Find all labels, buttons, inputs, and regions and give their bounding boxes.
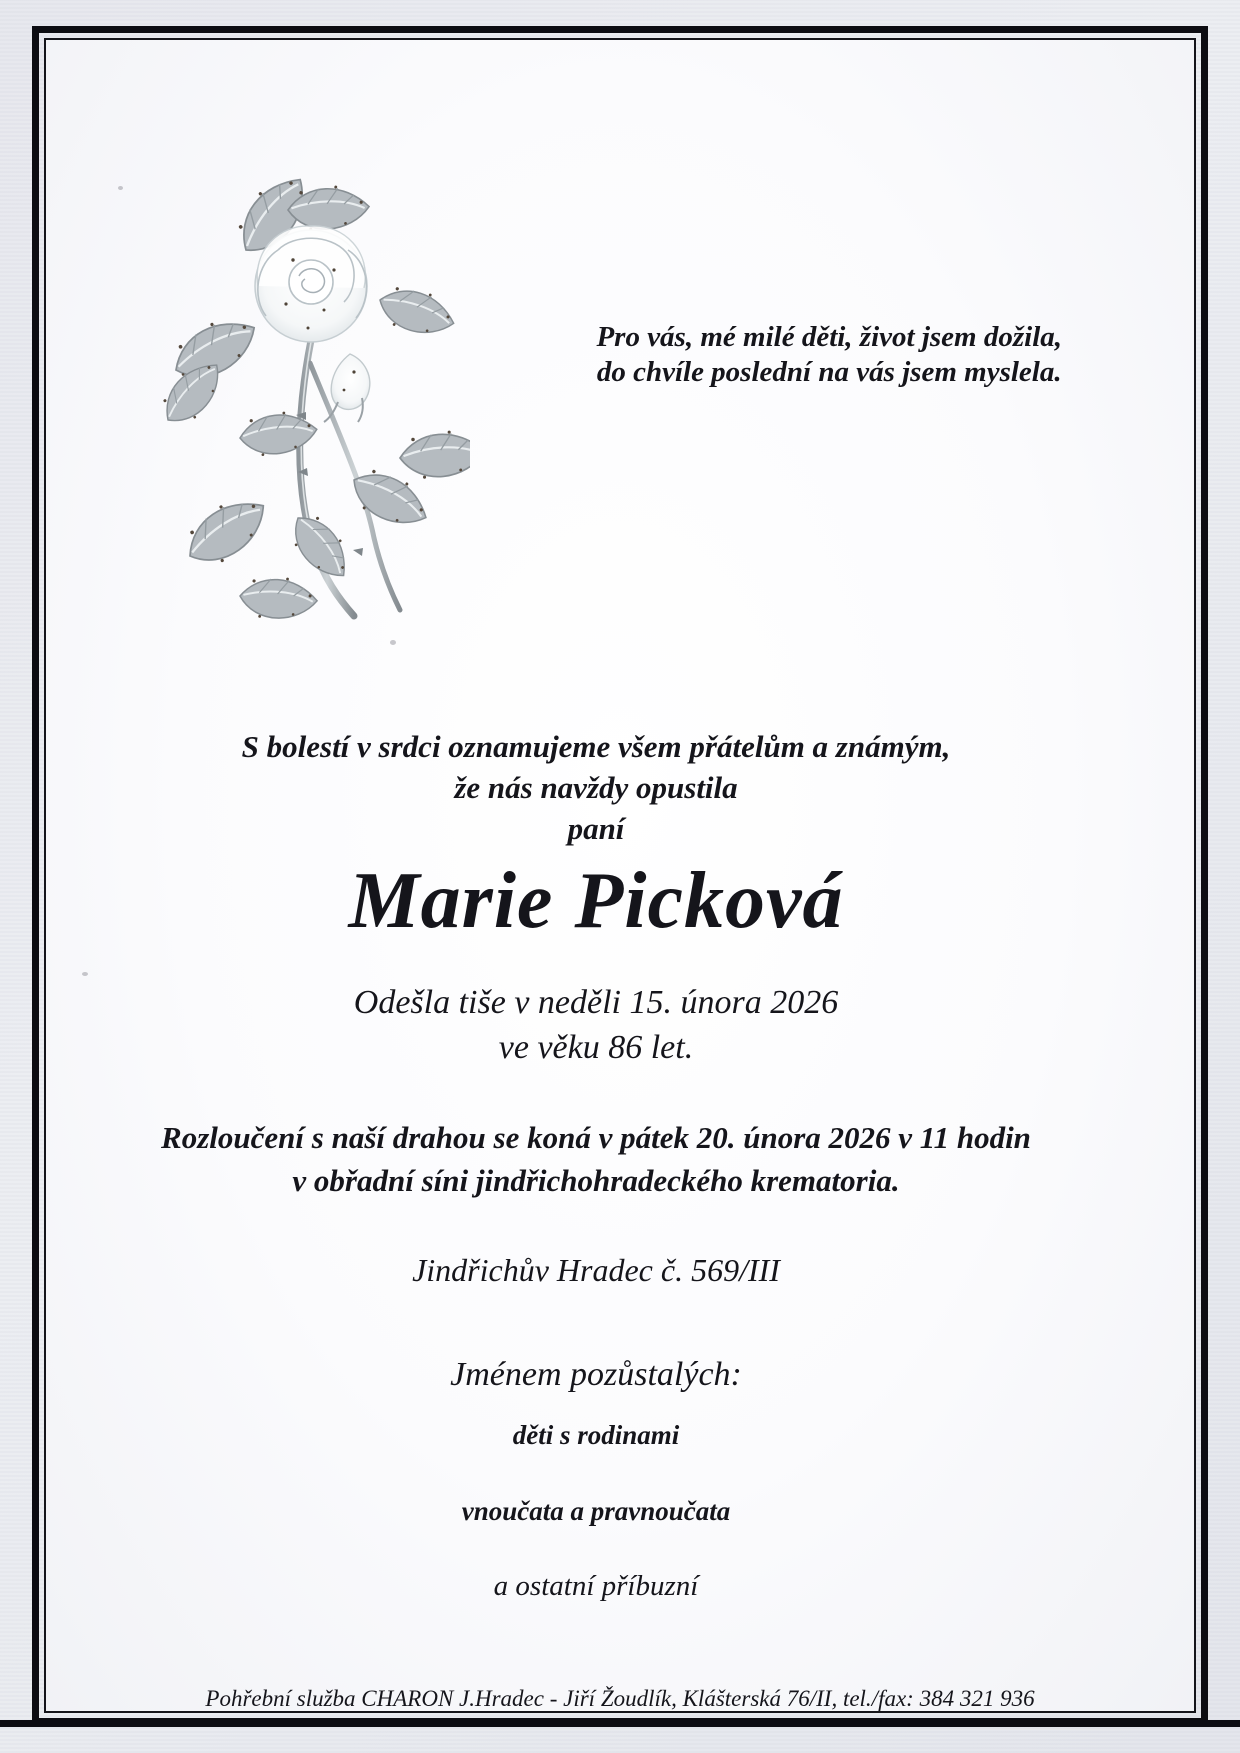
ceremony-info bbox=[0, 1116, 1192, 1202]
scan-speck bbox=[390, 640, 396, 645]
announcement bbox=[0, 726, 1192, 849]
scan-speck bbox=[82, 972, 88, 976]
deceased-name: Marie Picková bbox=[348, 857, 844, 945]
address: Jindřichův Hradec č. 569/III bbox=[412, 1252, 780, 1288]
scan-speck bbox=[118, 186, 123, 190]
ceremony-line-1: Rozloučení s naší drahou se koná v pátek 20. února 2026 v 11 hodin bbox=[161, 1120, 1031, 1155]
memorial-quote bbox=[596, 320, 1062, 390]
funeral-service-footer: Pohřební služba CHARON J.Hradec - Jiří Žoudlík, Klášterská 76/II, tel./fax: 384 321 936 bbox=[205, 1686, 1035, 1711]
mourner-item: děti s rodinami bbox=[512, 1420, 680, 1450]
announcement-line-2: že nás navždy opustila bbox=[454, 770, 738, 805]
rose-illustration bbox=[148, 158, 470, 620]
quote-line-1: Pro vás, mé milé děti, život jsem dožila, bbox=[596, 321, 1062, 353]
announcement-line-3: paní bbox=[567, 811, 625, 846]
scan-edge-line bbox=[0, 1720, 1240, 1727]
mourner-item: vnoučata a pravnoučata bbox=[461, 1496, 731, 1526]
announcement-line-1: S bolestí v srdci oznamujeme všem přátelům a známým, bbox=[241, 729, 951, 764]
mourner-item: a ostatní příbuzní bbox=[493, 1570, 699, 1602]
ceremony-line-2: v obřadní síni jindřichohradeckého krematoria. bbox=[292, 1163, 900, 1198]
quote-line-2: do chvíle poslední na vás jsem myslela. bbox=[596, 356, 1062, 388]
death-info bbox=[0, 980, 1192, 1070]
death-line-1: Odešla tiše v neděli 15. února 2026 bbox=[353, 984, 839, 1021]
mourners-heading: Jménem pozůstalých: bbox=[450, 1356, 742, 1393]
death-line-2: ve věku 86 let. bbox=[498, 1029, 694, 1066]
